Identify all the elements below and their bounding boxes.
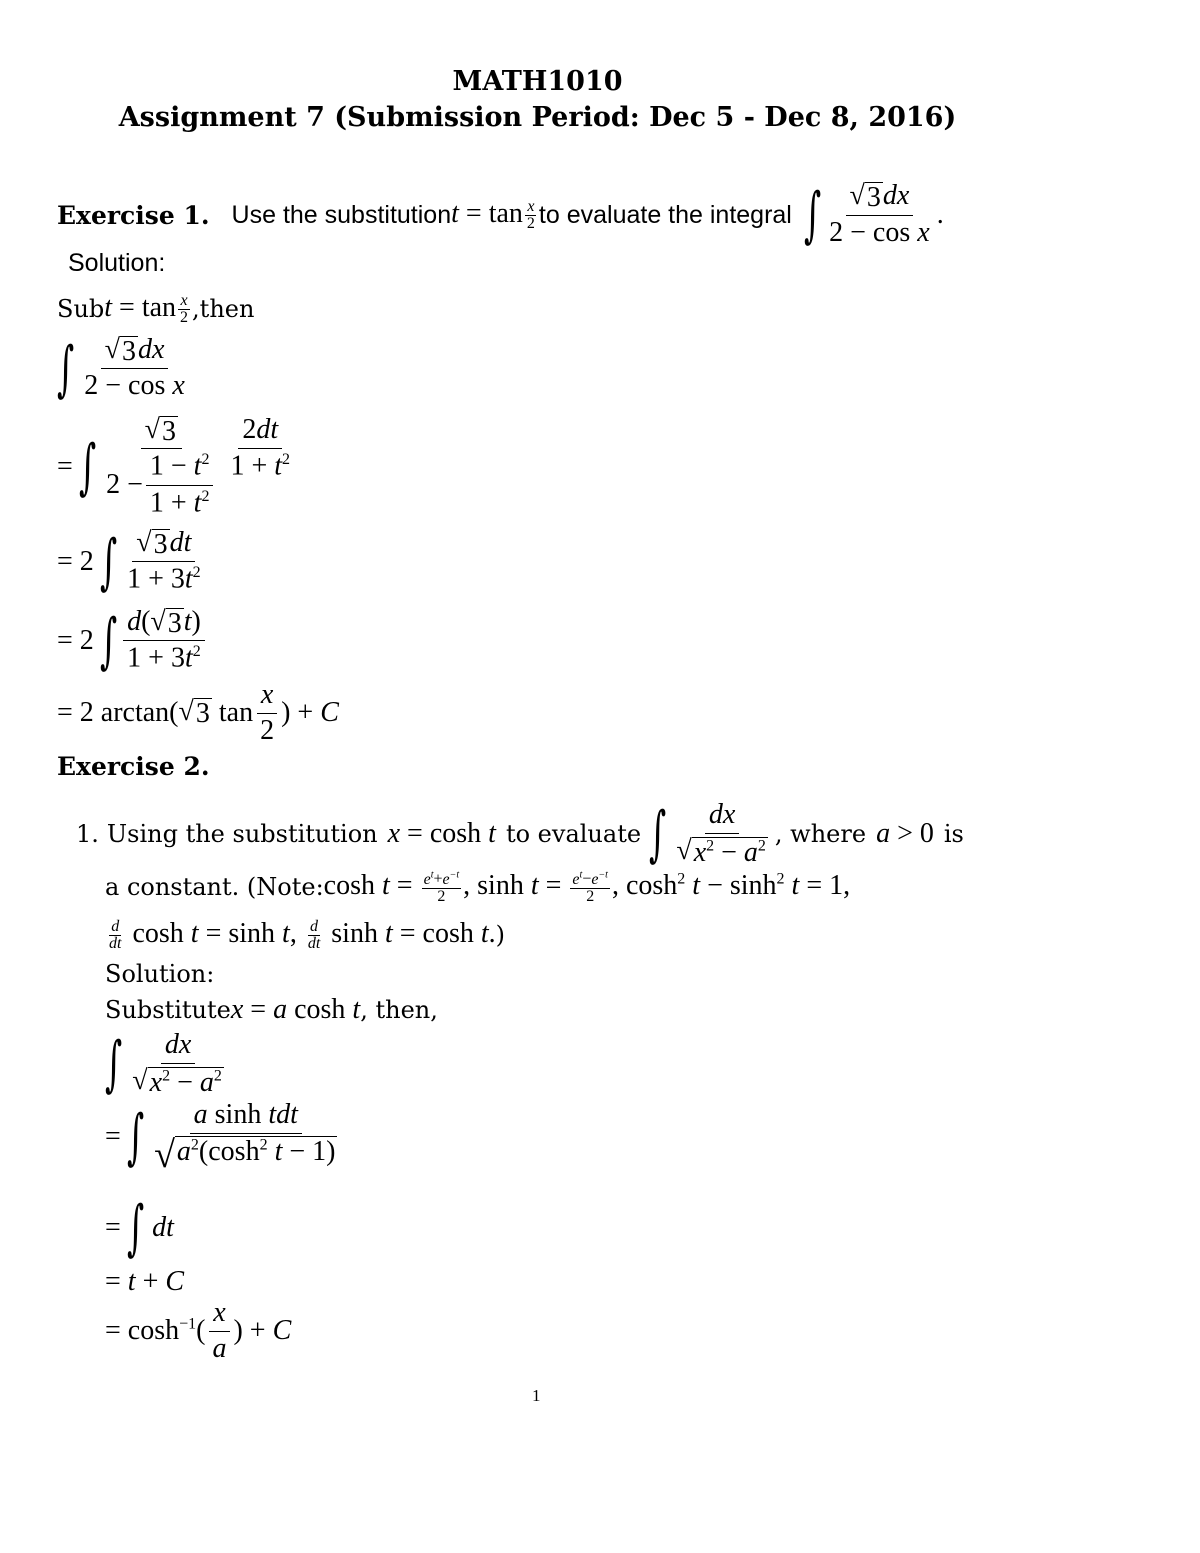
substitute-end: , then, [360,996,438,1024]
ex2-step-3: = ∫ dt [105,1193,174,1263]
exercise-2-label: Exercise 2. [57,752,210,781]
exercise-1-solution-label: Solution: [68,249,166,277]
note-end: ) [495,921,506,950]
exercise-1-sub-line [57,292,254,326]
math-note-derivatives: $\frac{d}{dt}$ cosh t = sinh t, $\frac{d}{dt}$ sinh t = cosh t. [109,918,496,953]
math-integral-ex2: ∫ dx √ $x^2 - a^2$ [649,798,766,869]
math-a-positive: a > 0 [876,817,934,849]
math-substitution: t = tan $\frac{x}{2}$ [451,197,535,233]
note-start: a constant. (Note: [105,873,324,902]
ex1-step-1: ∫ √ 3 dx 2 − cos x [57,333,185,404]
ex2-note-line-1 [105,870,850,905]
course-title: MATH1010 [452,66,623,97]
ex2-step-1: ∫ dx √ $x^2 - a^2$ [105,1028,222,1099]
math-x-acosh: x = a cosh t [230,994,361,1025]
sub-line-start: Sub [57,295,105,324]
math-note-definitions: cosh t = $\frac{e^t+e^{-t}}{2}$ , sinh t = $\frac{e^t-e^{-t}}{2}$ , $\cosh^2 t - \sinh^2 t = 1$, [323,869,851,905]
ex1-step-5: = 2 arctan( √ 3 tan $\frac{x}{2}$ ) + C [57,679,339,746]
math-sub: t = tan $\frac{x}{2}$ [104,292,189,327]
ex2-prompt-end: , where [774,819,867,848]
ex2-prompt-mid: to evaluate [505,819,642,848]
exercise-2-item-1 [76,800,964,867]
page-number: 1 [532,1386,541,1405]
exercise-2-solution-label: Solution: [105,960,215,988]
ex2-prompt-tail: is [943,819,964,848]
ex2-substitute-line [105,994,438,1026]
substitute-start: Substitute [105,996,231,1024]
ex1-step-4: = 2 ∫ d( √ 3 t) $1 + 3t^2$ [57,607,208,675]
ex2-step-4: = t + C [105,1266,185,1297]
exercise-1-text-start: Use the substitution [231,200,452,229]
ex1-step-2: = ∫ √ 3 2 − $\frac{1 - t^2}{1 + t^2}$ $\frac{2dt}{1 + t^2}$ [57,414,291,518]
ex2-step-2: = ∫ a sinh tdt √ $a^2(\cosh^2$ t − 1) [105,1099,336,1176]
assignment-title: Assignment 7 (Submission Period: Dec 5 - Dec 8, 2016) [118,102,957,133]
exercise-1-text-mid: to evaluate the integral [538,200,792,229]
ex2-prompt-start: Using the substitution [106,819,378,848]
math-integral-prompt: ∫ √ 3 dx 2 − cos x . [803,180,944,250]
exercise-1-label: Exercise 1. [57,200,210,230]
sub-line-end: ,then [192,295,255,324]
ex1-step-3: = 2 ∫ √ 3 dt $1 + 3t^2$ [57,526,201,597]
ex2-note-line-2 [105,918,505,952]
item-number: 1. [76,819,99,848]
ex2-step-5: = $\cosh^{-1}$( $\frac{x}{a}$ ) + C [105,1297,292,1364]
math-x-cosh: x = cosh t [387,817,496,849]
exercise-1-prompt [57,180,944,250]
